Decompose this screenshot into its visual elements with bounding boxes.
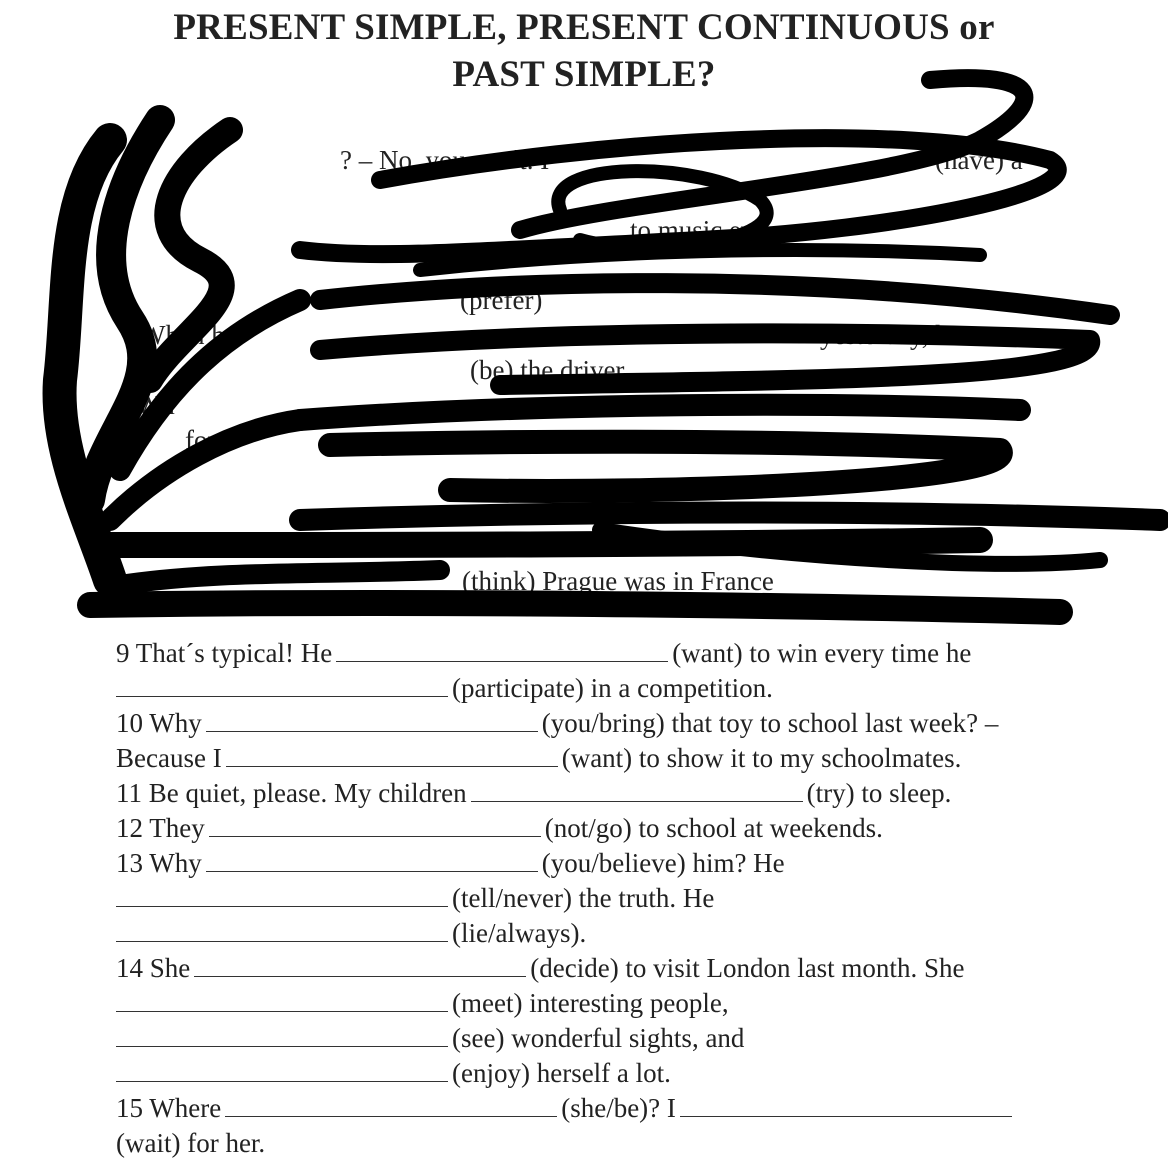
exercise-10-line-2: [116, 743, 961, 774]
exercise-15-line-1: [116, 1093, 1016, 1124]
exercise-text: (lie/always).: [452, 918, 587, 948]
exercise-text: (decide) to visit London last month. She: [530, 953, 965, 983]
exercise-text: 9 That´s typical! He: [116, 638, 333, 668]
exercise-10-line-1: [116, 708, 998, 739]
answer-blank[interactable]: [206, 870, 538, 872]
exercise-text: 15 Where: [116, 1093, 222, 1123]
answer-blank[interactable]: [225, 1115, 557, 1117]
answer-blank[interactable]: [336, 660, 668, 662]
exercise-text: (you/bring) that toy to school last week? –: [541, 708, 999, 738]
obscured-fragment: (have) a: [935, 145, 1023, 175]
exercise-14-line-3: [116, 1023, 744, 1054]
answer-blank[interactable]: [116, 1010, 448, 1012]
answer-blank[interactable]: [116, 905, 448, 907]
answer-blank[interactable]: [209, 835, 541, 837]
obscured-fragment: (think) Prague was in France: [462, 566, 774, 596]
exercise-text: (meet) interesting people,: [452, 988, 729, 1018]
exercise-13-line-2: [116, 883, 714, 914]
exercise-13-line-1: [116, 848, 785, 879]
worksheet-title-line-2: PAST SIMPLE?: [452, 54, 716, 95]
answer-blank[interactable]: [206, 730, 538, 732]
exercise-text: (she/be)? I: [561, 1093, 676, 1123]
exercise-text: (wait) for her.: [116, 1128, 266, 1158]
obscured-fragment: (be) the driver: [470, 355, 625, 385]
exercise-14-line-2: [116, 988, 729, 1019]
worksheet-title-line-1: PRESENT SIMPLE, PRESENT CONTINUOUS or: [173, 7, 995, 48]
exercise-9-line-1: [116, 638, 971, 669]
exercise-text: 13 Why: [116, 848, 202, 878]
exercise-14-line-4: [116, 1058, 671, 1089]
exercise-9-line-2: [116, 673, 773, 704]
obscured-fragment: to music every m: [630, 215, 817, 245]
obscured-fragment: ? – No, you can´t. I: [340, 145, 550, 175]
obscured-fragment: (prefer): [460, 285, 543, 315]
exercise-12-line-1: [116, 813, 883, 844]
exercise-text: (not/go) to school at weekends.: [544, 813, 883, 843]
exercise-text: (try) to sleep.: [806, 778, 952, 808]
exercise-text: (tell/never) the truth. He: [452, 883, 715, 913]
answer-blank[interactable]: [226, 765, 558, 767]
obscured-fragment: yesterday, he: [820, 320, 961, 350]
answer-blank[interactable]: [680, 1115, 1012, 1117]
obscured-fragment: When h: [140, 320, 225, 350]
answer-blank[interactable]: [471, 800, 803, 802]
exercise-text: 12 They: [116, 813, 205, 843]
answer-blank[interactable]: [116, 1080, 448, 1082]
answer-blank[interactable]: [116, 1045, 448, 1047]
exercise-text: 10 Why: [116, 708, 202, 738]
exercise-text: (enjoy) herself a lot.: [452, 1058, 671, 1088]
answer-blank[interactable]: [116, 940, 448, 942]
exercise-text: 14 She: [116, 953, 191, 983]
answer-blank[interactable]: [116, 695, 448, 697]
exercise-13-line-3: [116, 918, 586, 949]
exercise-15-line-2: [116, 1128, 265, 1159]
exercise-text: (see) wonderful sights, and: [452, 1023, 745, 1053]
exercise-text: Because I: [116, 743, 222, 773]
exercise-14-line-1: [116, 953, 964, 984]
exercise-text: (want) to show it to my schoolmates.: [561, 743, 962, 773]
exercise-text: (you/believe) him? He: [541, 848, 785, 878]
exercise-11-line-1: [116, 778, 951, 809]
answer-blank[interactable]: [194, 975, 526, 977]
obscured-fragment: for: [185, 425, 217, 455]
exercise-text: 11 Be quiet, please. My children: [116, 778, 467, 808]
exercise-text: (participate) in a competition.: [452, 673, 773, 703]
obscured-fragment: 5 Wh: [116, 390, 175, 420]
exercise-text: (want) to win every time he: [672, 638, 972, 668]
